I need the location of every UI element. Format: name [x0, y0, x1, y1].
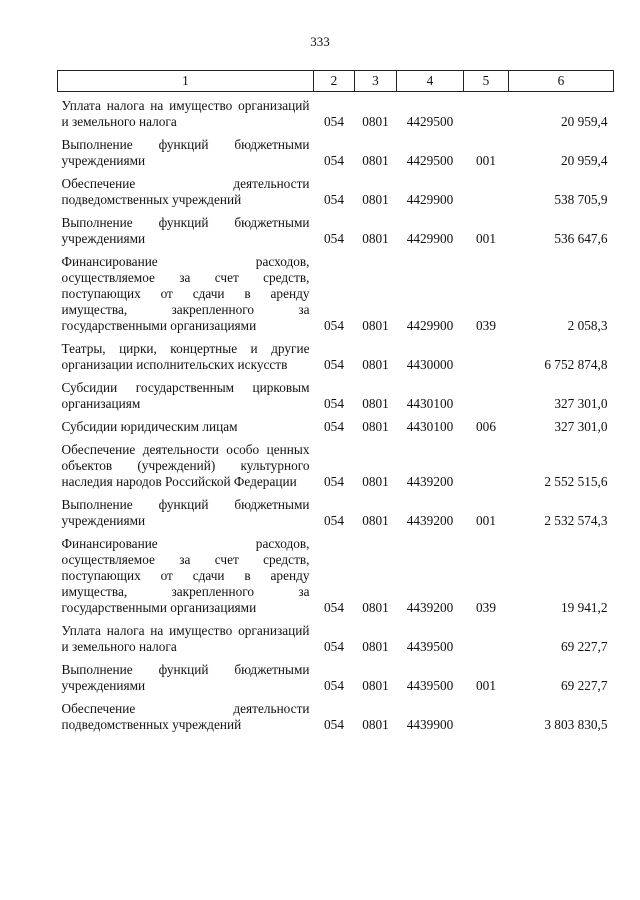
row-code-5: 001: [476, 231, 496, 246]
table-row: [58, 701, 614, 740]
column-header-4: 4: [397, 71, 464, 92]
row-description: Театры, цирки, концертные и другие организации исполнительских искусств: [61, 341, 310, 372]
row-code-4: 4439500: [406, 678, 454, 693]
row-code-2: 054: [324, 153, 344, 168]
row-amount: 2 552 515,6: [544, 474, 608, 489]
row-code-4: 4429500: [406, 153, 454, 168]
column-header-3: 3: [355, 71, 397, 92]
page-number: 333: [310, 34, 330, 49]
table-row: [58, 623, 614, 662]
column-header-6: 6: [509, 71, 614, 92]
row-description: Финансирование расходов, осуществляемое за счет средств, поступающих от сдачи в аренду имущества, закрепленного за государственными организациями: [61, 536, 310, 615]
row-code-4: 4430100: [406, 396, 454, 411]
table-row: [58, 254, 614, 341]
row-code-3: 0801: [362, 717, 389, 732]
row-code-2: 054: [324, 474, 344, 489]
row-code-3: 0801: [362, 357, 389, 372]
row-code-3: 0801: [362, 114, 389, 129]
row-code-3: 0801: [362, 318, 389, 333]
table-body: [58, 92, 614, 741]
row-code-2: 054: [324, 419, 344, 434]
row-code-4: 4439200: [406, 513, 454, 528]
table-row: [58, 419, 614, 442]
row-code-3: 0801: [362, 678, 389, 693]
row-code-5: [464, 380, 509, 419]
row-code-4: 4439500: [406, 639, 454, 654]
row-code-4: 4439200: [406, 600, 454, 615]
table-row: [58, 662, 614, 701]
row-code-3: 0801: [362, 419, 389, 434]
column-header-2: 2: [314, 71, 355, 92]
row-code-3: 0801: [362, 231, 389, 246]
row-code-5: 001: [476, 513, 496, 528]
row-description: Уплата налога на имущество организаций и земельного налога: [61, 623, 310, 654]
row-code-4: 4429900: [406, 231, 454, 246]
row-code-3: 0801: [362, 639, 389, 654]
row-amount: 327 301,0: [554, 419, 608, 434]
row-code-4: 4439200: [406, 474, 454, 489]
row-amount: 69 227,7: [560, 639, 608, 654]
row-description: Выполнение функций бюджетными учреждениями: [61, 215, 310, 246]
row-code-4: 4429500: [406, 114, 454, 129]
header-row: [58, 71, 614, 92]
table-row: [58, 176, 614, 215]
row-code-2: 054: [324, 678, 344, 693]
row-code-5: 039: [476, 600, 496, 615]
table-row: [58, 497, 614, 536]
row-code-3: 0801: [362, 192, 389, 207]
row-amount: 69 227,7: [560, 678, 608, 693]
row-code-3: 0801: [362, 600, 389, 615]
row-code-2: 054: [324, 357, 344, 372]
row-code-2: 054: [324, 513, 344, 528]
row-amount: 6 752 874,8: [544, 357, 608, 372]
row-code-5: [464, 92, 509, 138]
row-amount: 19 941,2: [560, 600, 608, 615]
table-row: [58, 536, 614, 623]
table-row: [58, 137, 614, 176]
row-code-5: 001: [476, 678, 496, 693]
row-code-5: [464, 701, 509, 740]
table-row: [58, 341, 614, 380]
row-amount: 538 705,9: [554, 192, 608, 207]
table-row: [58, 442, 614, 497]
row-amount: 3 803 830,5: [544, 717, 608, 732]
row-description: Выполнение функций бюджетными учреждениями: [61, 662, 310, 693]
row-code-5: 001: [476, 153, 496, 168]
row-description: Уплата налога на имущество организаций и земельного налога: [61, 98, 310, 129]
row-code-4: 4429900: [406, 318, 454, 333]
table-row: [58, 380, 614, 419]
row-code-4: 4430100: [406, 419, 454, 434]
row-amount: 327 301,0: [554, 396, 608, 411]
row-code-2: 054: [324, 600, 344, 615]
row-description: Финансирование расходов, осуществляемое за счет средств, поступающих от сдачи в аренду имущества, закрепленного за государственными организациями: [61, 254, 310, 333]
row-description: Обеспечение деятельности подведомственных учреждений: [61, 176, 310, 207]
row-code-2: 054: [324, 192, 344, 207]
row-code-4: 4429900: [406, 192, 454, 207]
row-description: Обеспечение деятельности особо ценных объектов (учреждений) культурного наследия народов Российской Федерации: [61, 442, 310, 489]
row-code-3: 0801: [362, 153, 389, 168]
column-header-5: 5: [464, 71, 509, 92]
row-description: Выполнение функций бюджетными учреждениями: [61, 497, 310, 528]
row-amount: 2 532 574,3: [544, 513, 608, 528]
row-code-3: 0801: [362, 396, 389, 411]
table-row: [58, 215, 614, 254]
budget-table: [57, 70, 614, 740]
row-amount: 20 959,4: [560, 114, 608, 129]
row-code-2: 054: [324, 231, 344, 246]
row-description: Субсидии юридическим лицам: [61, 419, 238, 434]
row-code-4: 4430000: [406, 357, 454, 372]
row-code-5: [464, 176, 509, 215]
row-code-5: [464, 442, 509, 497]
row-description: Обеспечение деятельности подведомственных учреждений: [61, 701, 310, 732]
row-code-4: 4439900: [406, 717, 454, 732]
table-header: [58, 71, 614, 92]
row-amount: 2 058,3: [567, 318, 608, 333]
row-amount: 536 647,6: [554, 231, 608, 246]
row-code-2: 054: [324, 114, 344, 129]
row-code-5: 039: [476, 318, 496, 333]
row-code-5: 006: [476, 419, 496, 434]
row-code-3: 0801: [362, 474, 389, 489]
column-header-1: 1: [58, 71, 314, 92]
table-row: [58, 92, 614, 138]
row-code-5: [464, 341, 509, 380]
row-amount: 20 959,4: [560, 153, 608, 168]
row-description: Выполнение функций бюджетными учреждениями: [61, 137, 310, 168]
row-code-2: 054: [324, 639, 344, 654]
row-code-3: 0801: [362, 513, 389, 528]
row-code-2: 054: [324, 717, 344, 732]
row-code-2: 054: [324, 396, 344, 411]
row-code-2: 054: [324, 318, 344, 333]
row-description: Субсидии государственным цирковым организациям: [61, 380, 310, 411]
row-code-5: [464, 623, 509, 662]
